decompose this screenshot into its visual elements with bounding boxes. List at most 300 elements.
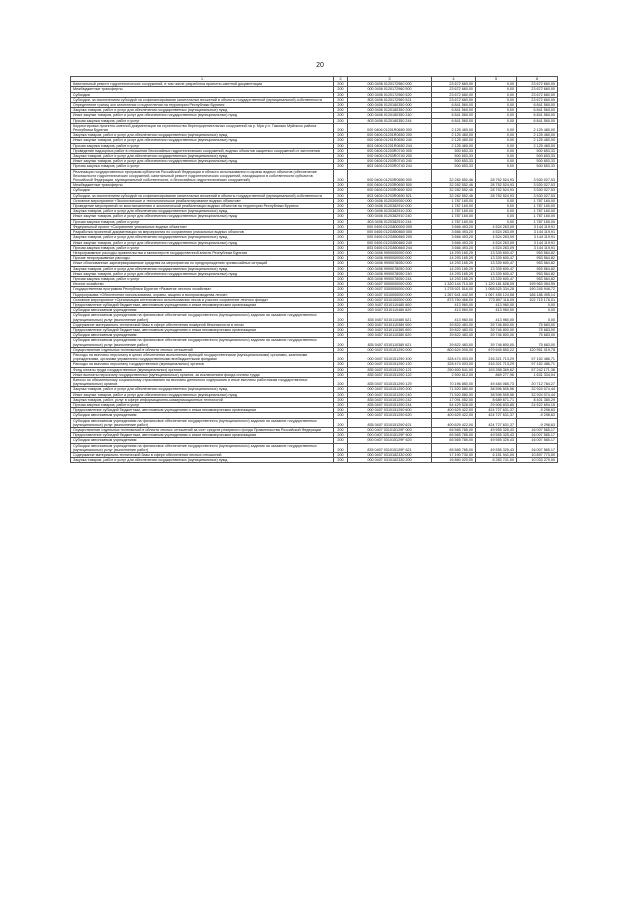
cell-rest: 24 522 694,15 (517, 403, 558, 408)
cell-org: 200 (334, 438, 348, 443)
cell-name: Прочая закупка товаров, работ и услуг (71, 164, 334, 169)
cell-rest: 75 683,00 (517, 327, 558, 332)
cell-rest: 75 683,00 (517, 338, 558, 347)
cell-org: 200 (334, 403, 348, 408)
cell-plan: 1 320 144 713,00 (432, 282, 476, 287)
cell-code: 000 0407 0310110380 620 (348, 333, 432, 338)
cell-org: 200 (334, 82, 348, 87)
cell-org: 200 (334, 327, 348, 332)
cell-plan: 23 672 660,00 (432, 92, 476, 97)
cell-plan: 1 787 160,00 (432, 204, 476, 209)
cell-org: 200 (334, 159, 348, 164)
cell-rest: -9 298,63 (517, 408, 558, 413)
cell-plan: 14 293 165,29 (432, 256, 476, 261)
cell-plan: 39 822 483,00 (432, 322, 476, 327)
cell-plan: 39 822 483,00 (432, 338, 476, 347)
cell-done: 0,00 (476, 82, 517, 87)
cell-done: 679 645 850,22 (476, 347, 517, 352)
cell-name: Субсидии автономным учреждениям на финансовое обеспечение государственного (муниципального) задания на оказание государственных (муниципальных) услуг (выполнение работ) (71, 338, 334, 347)
cell-done: 0,00 (476, 103, 517, 108)
cell-done: 0,00 (476, 204, 517, 209)
cell-code: 000 0407 0310110480 600 (348, 302, 432, 307)
cell-done: 13 339 600,47 (476, 261, 517, 266)
cell-done: 39 746 800,00 (476, 333, 517, 338)
cell-name: Иные закупки товаров, работ и услуг для обеспечения государственных (муниципальных) нужд (71, 138, 334, 143)
cell-name: Непрограммные расходы правительства и министерств государственной власти Республики Бурятия (71, 250, 334, 255)
column-header: 2 (334, 77, 348, 82)
cell-plan: 328 474 003,00 (432, 362, 476, 367)
cell-code: 835 0407 0310151290 121 (348, 367, 432, 372)
cell-rest: 2 125 480,00 (517, 138, 558, 143)
table-row (71, 418, 558, 427)
cell-rest: 500 653,33 (517, 154, 558, 159)
cell-plan: 32 282 552,46 (432, 193, 476, 198)
cell-name: Субсидии автономным учреждениям (71, 333, 334, 338)
cell-org: 200 (334, 387, 348, 392)
cell-code: 000 0406 012G800000 000 (348, 224, 432, 229)
cell-done: 0,00 (476, 123, 517, 132)
cell-plan: 71 520 580,00 (432, 387, 476, 392)
cell-code: 803 0406 012G850660 244 (348, 245, 432, 250)
cell-org: 200 (334, 392, 348, 397)
cell-org: 200 (334, 148, 348, 153)
cell-name: Осуществление отдельных полномочий в области лесных отношений (71, 347, 334, 352)
cell-code: 000 0407 0000000000 000 (348, 282, 432, 287)
cell-done: 0,00 (476, 138, 517, 143)
cell-code: 835 0407 031015129F 621 (348, 443, 432, 452)
cell-code: 000 0406 012G850660 200 (348, 235, 432, 240)
cell-org: 200 (334, 108, 348, 113)
cell-name: Субсидии автономным учреждениям (71, 413, 334, 418)
cell-plan: 23 672 660,00 (432, 87, 476, 92)
cell-rest: 97 152 486,71 (517, 352, 558, 361)
cell-name: Расходы на выплаты персоналу государственных (муниципальных) органов (71, 362, 334, 367)
cell-code: 835 0407 0310151290 621 (348, 418, 432, 427)
cell-name: Содержание материально-технической базы в сфере обеспечения лесных отношений (71, 453, 334, 458)
cell-org: 200 (334, 92, 348, 97)
cell-rest: 75 683,00 (517, 333, 558, 338)
cell-rest: 3 530 027,53 (517, 169, 558, 183)
cell-done: 38 596 505,56 (476, 387, 517, 392)
cell-rest: 57 242 171,38 (517, 367, 558, 372)
table-row (71, 338, 558, 347)
cell-rest: 1 787 160,00 (517, 204, 558, 209)
cell-name: Фонд оплаты труда государственных (муниципальных) органов (71, 367, 334, 372)
cell-done: 39 746 800,00 (476, 327, 517, 332)
cell-plan: 1 787 160,00 (432, 214, 476, 219)
cell-done: 413 960,00 (476, 308, 517, 313)
cell-code: 835 0407 0310151290 242 (348, 397, 432, 402)
cell-org: 200 (334, 188, 348, 193)
cell-plan: 413 960,00 (432, 302, 476, 307)
cell-done: 869 277,96 (476, 372, 517, 377)
cell-plan: 39 822 483,00 (432, 333, 476, 338)
cell-done: 13 339 600,47 (476, 266, 517, 271)
cell-done: 8 689 671,71 (476, 397, 517, 402)
cell-org: 200 (334, 133, 348, 138)
table-row (71, 352, 558, 361)
cell-rest: 953 564,82 (517, 261, 558, 266)
cell-org: 200 (334, 209, 348, 214)
cell-code: 000 0406 0120300000 000 (348, 198, 432, 203)
cell-rest: 23 672 660,00 (517, 87, 558, 92)
cell-done: 4 524 263,09 (476, 230, 517, 235)
cell-rest: 8 401 380,29 (517, 397, 558, 402)
cell-org: 200 (334, 338, 348, 347)
cell-done: 0,00 (476, 154, 517, 159)
cell-done: 193 358 369,62 (476, 367, 517, 372)
cell-org: 200 (334, 397, 348, 402)
cell-name: Прочая закупка товаров, работ и услуг (71, 118, 334, 123)
cell-org: 200 (334, 193, 348, 198)
cell-name: Субсидии автономным учреждениям (71, 308, 334, 313)
cell-code: 000 0406 0120382910 240 (348, 214, 432, 219)
cell-rest: 2 125 480,00 (517, 133, 558, 138)
cell-done: 424 727 631,37 (476, 418, 517, 427)
cell-org: 200 (334, 443, 348, 452)
cell-rest: 6 841 560,00 (517, 103, 558, 108)
cell-org: 200 (334, 372, 348, 377)
cell-code: 835 0407 0310110380 621 (348, 338, 432, 347)
cell-done: 28 752 524,93 (476, 183, 517, 188)
cell-code: 000 0406 01201R0650 000 (348, 123, 432, 132)
cell-rest: 3 530 027,53 (517, 188, 558, 193)
cell-code: 000 0406 9990078050 200 (348, 266, 432, 271)
cell-plan: 1 787 160,00 (432, 198, 476, 203)
cell-name: Иные закупки товаров, работ и услуг для обеспечения государственных (муниципальных) нужд (71, 271, 334, 276)
cell-org: 200 (334, 282, 348, 287)
cell-rest: 1 631 334,04 (517, 372, 558, 377)
cell-code: 000 0406 01203R0650 520 (348, 188, 432, 193)
cell-name: Иные выплаты персоналу государственных (муниципальных) органов, за исключением фонда оплаты труда (71, 372, 334, 377)
cell-rest: 3 144 119,91 (517, 245, 558, 250)
cell-done: 0,00 (476, 148, 517, 153)
cell-name: Закупка товаров, работ, услуг в сфере информационно-коммуникационных технологий (71, 397, 334, 402)
cell-code: 835 0407 0310151290 244 (348, 403, 432, 408)
cell-done: 6 151 941,00 (476, 453, 517, 458)
cell-org: 200 (334, 377, 348, 386)
cell-code: 000 0407 0300000000 000 (348, 287, 432, 292)
cell-plan: 32 282 552,46 (432, 188, 476, 193)
cell-plan: 800 624 005,00 (432, 347, 476, 352)
cell-code: 803 0406 0120180350 244 (348, 118, 432, 123)
cell-org: 200 (334, 240, 348, 245)
cell-rest: 190 245 946,72 (517, 287, 558, 292)
cell-code: 000 0407 0310182330 200 (348, 458, 432, 463)
cell-rest: 6 841 560,00 (517, 113, 558, 118)
cell-code: 835 0407 0310151290 122 (348, 372, 432, 377)
cell-code: 000 0407 0310151290 620 (348, 413, 432, 418)
cell-done: 1 120 181 628,05 (476, 282, 517, 287)
cell-rest: 10 897 773,00 (517, 453, 558, 458)
cell-org: 200 (334, 138, 348, 143)
cell-code: 000 0406 01201R0650 240 (348, 138, 432, 143)
cell-name: Прочая закупка товаров, работ и услуг (71, 403, 334, 408)
cell-code: 000 0407 0310110380 000 (348, 322, 432, 327)
cell-code: 000 0407 0310151290 100 (348, 352, 432, 361)
cell-plan: 3 666 493,20 (432, 230, 476, 235)
cell-code: 000 0406 01203R0650 500 (348, 183, 432, 188)
cell-rest: 1 787 160,00 (517, 214, 558, 219)
cell-name: Реализация государственных программ субъектов Российской Федерации в области использования и охраны водных объектов (обеспечение безопасности гидротехнических сооружений, капитальный ремонт гидротехнических сооружений, находящихся в собственности субъектов Российской Федерации, муниципальной собственности, и бесхозяйных гидротехнических сооружений) (71, 169, 334, 183)
cell-code: 000 0407 031015129F 600 (348, 433, 432, 438)
cell-code: 000 0406 9990000000 000 (348, 256, 432, 261)
cell-done: 4 524 263,09 (476, 245, 517, 250)
cell-name: Закупка товаров, работ и услуг для обеспечения государственных (муниципальных) нужд (71, 154, 334, 159)
column-header: 3 (348, 77, 432, 82)
cell-plan: 2 125 480,00 (432, 143, 476, 148)
cell-org: 200 (334, 143, 348, 148)
cell-rest: 953 564,82 (517, 256, 558, 261)
cell-name: Субсидии автономным учреждениям на финансовое обеспечение государственного (муниципального) задания на оказание государственных (муниципальных) услуг (выполнение работ) (71, 418, 334, 427)
cell-plan: 17 190 730,00 (432, 453, 476, 458)
cell-done: 424 727 631,37 (476, 408, 517, 413)
cell-done: 0,00 (476, 219, 517, 224)
cell-done: 0,00 (476, 118, 517, 123)
cell-name: Закупка товаров, работ и услуг для обеспечения государственных (муниципальных) нужд (71, 458, 334, 463)
cell-code: 000 0406 012G850660 000 (348, 230, 432, 235)
cell-code: 803 0406 01201R0650 244 (348, 143, 432, 148)
cell-code: 000 0407 031015129F 620 (348, 438, 432, 443)
cell-org: 200 (334, 367, 348, 372)
cell-done: 49 484 065,73 (476, 377, 517, 386)
cell-plan: 65 565 785,00 (432, 428, 476, 433)
cell-plan: 17 091 052,00 (432, 397, 476, 402)
cell-plan: 400 629 422,00 (432, 413, 476, 418)
cell-org: 200 (334, 313, 348, 322)
cell-org: 200 (334, 113, 348, 118)
cell-done: 4 524 263,09 (476, 224, 517, 229)
cell-name: Закупка товаров, работ и услуг для обеспечения государственных (муниципальных) нужд (71, 387, 334, 392)
cell-plan: 54 429 528,00 (432, 403, 476, 408)
column-header: 4 (432, 77, 476, 82)
cell-plan: 14 293 165,29 (432, 250, 476, 255)
cell-plan: 3 666 493,20 (432, 245, 476, 250)
cell-code: 835 0407 0310151290 129 (348, 377, 432, 386)
cell-name: Содержание материально-технической базы в сфере обеспечения пожарной безопасности в лесах (71, 322, 334, 327)
column-header: 1 (71, 77, 334, 82)
cell-plan: 71 520 580,00 (432, 392, 476, 397)
cell-code: 000 0407 0310151290 120 (348, 362, 432, 367)
cell-done: 0,00 (476, 143, 517, 148)
cell-plan: 6 841 560,00 (432, 103, 476, 108)
cell-name: Закупка товаров, работ и услуг для обеспечения государственных (муниципальных) нужд (71, 235, 334, 240)
cell-org: 200 (334, 347, 348, 352)
cell-rest: 1 787 160,00 (517, 198, 558, 203)
cell-plan: 39 822 483,00 (432, 327, 476, 332)
cell-code: 000 0406 0120172960 000 (348, 82, 432, 87)
cell-rest: 3 530 027,53 (517, 193, 558, 198)
cell-org: 200 (334, 118, 348, 123)
cell-code: 000 0407 0310100000 000 (348, 297, 432, 302)
cell-rest: 500 653,33 (517, 159, 558, 164)
cell-code: 803 0406 9990078050 244 (348, 276, 432, 281)
cell-done: 39 746 800,00 (476, 338, 517, 347)
cell-org: 200 (334, 408, 348, 413)
cell-org: 200 (334, 352, 348, 361)
table-row (71, 313, 558, 322)
cell-name: Предоставление субсидий бюджетным, автономным учреждениям и иным некоммерческим организациям (71, 327, 334, 332)
cell-rest: 1 787 160,00 (517, 219, 558, 224)
cell-done: 49 555 325,43 (476, 428, 517, 433)
cell-done: 13 339 600,47 (476, 250, 517, 255)
cell-rest: 0,00 (517, 308, 558, 313)
cell-plan: 413 960,00 (432, 313, 476, 322)
cell-done: 0,00 (476, 133, 517, 138)
cell-plan: 23 672 660,00 (432, 97, 476, 102)
cell-rest: 199 963 084,95 (517, 282, 558, 287)
cell-plan: 65 565 785,00 (432, 443, 476, 452)
cell-code: 000 0407 0310151290 200 (348, 387, 432, 392)
cell-rest: 16 007 565,17 (517, 443, 558, 452)
budget-table (70, 76, 558, 463)
cell-org: 200 (334, 87, 348, 92)
cell-name: Иные закупки товаров, работ и услуг для обеспечения государственных (муниципальных) нужд (71, 240, 334, 245)
cell-name: Закупка товаров, работ и услуг для обеспечения государственных (муниципальных) нужд (71, 266, 334, 271)
cell-rest: -9 298,63 (517, 418, 558, 427)
cell-plan: 400 629 422,00 (432, 408, 476, 413)
cell-plan: 3 666 493,20 (432, 224, 476, 229)
cell-rest: 3 144 119,91 (517, 230, 558, 235)
cell-name: Иные закупки товаров, работ и услуг для обеспечения государственных (муниципальных) нужд (71, 159, 334, 164)
cell-rest: 6 841 560,00 (517, 108, 558, 113)
cell-code: 000 0406 01203R0650 000 (348, 169, 432, 183)
cell-code: 000 0407 0310151290 000 (348, 347, 432, 352)
cell-plan: 500 653,33 (432, 164, 476, 169)
cell-name: Капитальный ремонт гидротехнических сооружений, в том числе разработка проектно-сметной документации (71, 82, 334, 87)
cell-plan: 2 125 480,00 (432, 123, 476, 132)
cell-done: 49 555 325,43 (476, 443, 517, 452)
cell-plan: 70 196 850,00 (432, 377, 476, 386)
cell-name: Расходы на выплаты персоналу в целях обеспечения выполнения функций государственными (муниципальными) органами, казенными учреждениями, органами управления государственными внебюджетными фондами (71, 352, 334, 361)
cell-name: Закупка товаров, работ и услуг для обеспечения государственных (муниципальных) нужд (71, 133, 334, 138)
cell-org: 200 (334, 302, 348, 307)
cell-name: Межбюджетные трансферты (71, 183, 334, 188)
cell-done: 424 727 631,37 (476, 413, 517, 418)
cell-org: 200 (334, 261, 348, 266)
cell-code: 000 0406 012G850660 240 (348, 240, 432, 245)
cell-done: 49 555 325,43 (476, 438, 517, 443)
cell-plan: 328 474 003,00 (432, 352, 476, 361)
cell-name: Прочая закупка товаров, работ и услуг (71, 245, 334, 250)
cell-plan: 1 267 641 442,00 (432, 292, 476, 297)
cell-name: Прочая закупка товаров, работ и услуг (71, 276, 334, 281)
cell-org: 200 (334, 413, 348, 418)
cell-plan: 14 293 165,29 (432, 271, 476, 276)
cell-name: Определение границ зон затопления и подтопления на территории Республики Бурятия (71, 103, 334, 108)
cell-rest: 16 007 565,17 (517, 433, 558, 438)
cell-org: 200 (334, 250, 348, 255)
cell-name: Иные закупки товаров, работ и услуг для обеспечения государственных (муниципальных) нужд (71, 392, 334, 397)
cell-done: 6 283 741,00 (476, 458, 517, 463)
cell-done: 0,00 (476, 198, 517, 203)
cell-code: 000 0407 0310151290 240 (348, 392, 432, 397)
cell-org: 200 (334, 322, 348, 327)
column-header: 6 (517, 77, 558, 82)
cell-plan: 6 841 560,00 (432, 108, 476, 113)
cell-rest: 32 924 074,44 (517, 392, 558, 397)
cell-org: 200 (334, 219, 348, 224)
cell-done: 0,00 (476, 97, 517, 102)
cell-rest: 23 672 660,00 (517, 92, 558, 97)
cell-done: 0,00 (476, 164, 517, 169)
cell-org: 200 (334, 183, 348, 188)
cell-plan: 873 760 466,00 (432, 297, 476, 302)
table-body (71, 82, 558, 463)
cell-name: Взносы по обязательному социальному страхованию на выплаты денежного содержания и иные выплаты работникам государственных (муниципальных) органов (71, 377, 334, 386)
cell-org: 200 (334, 235, 348, 240)
cell-code: 000 0406 0120180350 000 (348, 103, 432, 108)
cell-done: 216 321 713,29 (476, 352, 517, 361)
cell-plan: 3 666 493,20 (432, 240, 476, 245)
cell-plan: 500 653,33 (432, 159, 476, 164)
cell-done: 216 321 713,29 (476, 362, 517, 367)
cell-org: 200 (334, 276, 348, 281)
cell-name: Прочие непрограммные расходы (71, 256, 334, 261)
cell-org: 200 (334, 418, 348, 427)
cell-plan: 1 787 160,00 (432, 219, 476, 224)
cell-code: 000 0406 0120180350 240 (348, 113, 432, 118)
cell-plan: 14 293 165,29 (432, 276, 476, 281)
cell-rest: 120 951 019,78 (517, 347, 558, 352)
cell-done: 38 596 505,56 (476, 392, 517, 397)
cell-org: 200 (334, 428, 348, 433)
cell-plan: 3 666 493,20 (432, 235, 476, 240)
cell-rest: 953 564,82 (517, 271, 558, 276)
cell-rest: 16 007 565,17 (517, 438, 558, 443)
cell-plan: 14 293 165,29 (432, 261, 476, 266)
cell-org: 200 (334, 362, 348, 367)
cell-code: 000 0406 0120172960 520 (348, 92, 432, 97)
cell-name: Субсидии автономным учреждениям (71, 438, 334, 443)
cell-done: 28 752 524,93 (476, 169, 517, 183)
cell-rest: 1 787 160,00 (517, 209, 558, 214)
cell-org: 200 (334, 333, 348, 338)
cell-org: 200 (334, 204, 348, 209)
cell-name: Субсидии, за исключением субсидий на софинансирование капитальных вложений в объекты государственной (муниципальной) собственности (71, 193, 334, 198)
table-row (71, 377, 558, 386)
cell-rest: 500 653,33 (517, 164, 558, 169)
cell-plan: 6 841 560,00 (432, 118, 476, 123)
cell-name: Подпрограмма «Обеспечение использования, охраны, защиты и воспроизводства лесов» (71, 292, 334, 297)
cell-rest: 23 672 660,00 (517, 97, 558, 102)
cell-org: 200 (334, 154, 348, 159)
cell-name: Закупка товаров, работ и услуг для обеспечения государственных (муниципальных) нужд (71, 209, 334, 214)
cell-rest: 0,00 (517, 313, 558, 322)
cell-done: 0,00 (476, 209, 517, 214)
cell-done: 29 906 833,85 (476, 403, 517, 408)
cell-code: 803 0406 0120382910 244 (348, 219, 432, 224)
cell-org: 200 (334, 433, 348, 438)
cell-code: 000 0407 031015129F 000 (348, 428, 432, 433)
cell-rest: 3 144 119,91 (517, 240, 558, 245)
cell-done: 0,00 (476, 113, 517, 118)
cell-code: 000 0406 9990078050 240 (348, 271, 432, 276)
cell-org: 200 (334, 123, 348, 132)
cell-code: 803 0406 01203R0650 521 (348, 193, 432, 198)
cell-name: Иные закупки товаров, работ и услуг для обеспечения государственных (муниципальных) нужд (71, 113, 334, 118)
cell-org: 200 (334, 271, 348, 276)
cell-name: Предоставление субсидий бюджетным, автономным учреждениям и иным некоммерческим организациям (71, 302, 334, 307)
cell-plan: 32 282 552,46 (432, 183, 476, 188)
cell-name: Проведение мероприятий по восстановлению и экологической реабилитации водных объектов на территории Республики Бурятия (71, 204, 334, 209)
cell-rest: 3 144 119,91 (517, 235, 558, 240)
cell-plan: 14 293 165,29 (432, 266, 476, 271)
cell-org: 200 (334, 164, 348, 169)
cell-org: 200 (334, 256, 348, 261)
cell-done: 49 555 325,43 (476, 433, 517, 438)
cell-done: 13 339 600,47 (476, 276, 517, 281)
